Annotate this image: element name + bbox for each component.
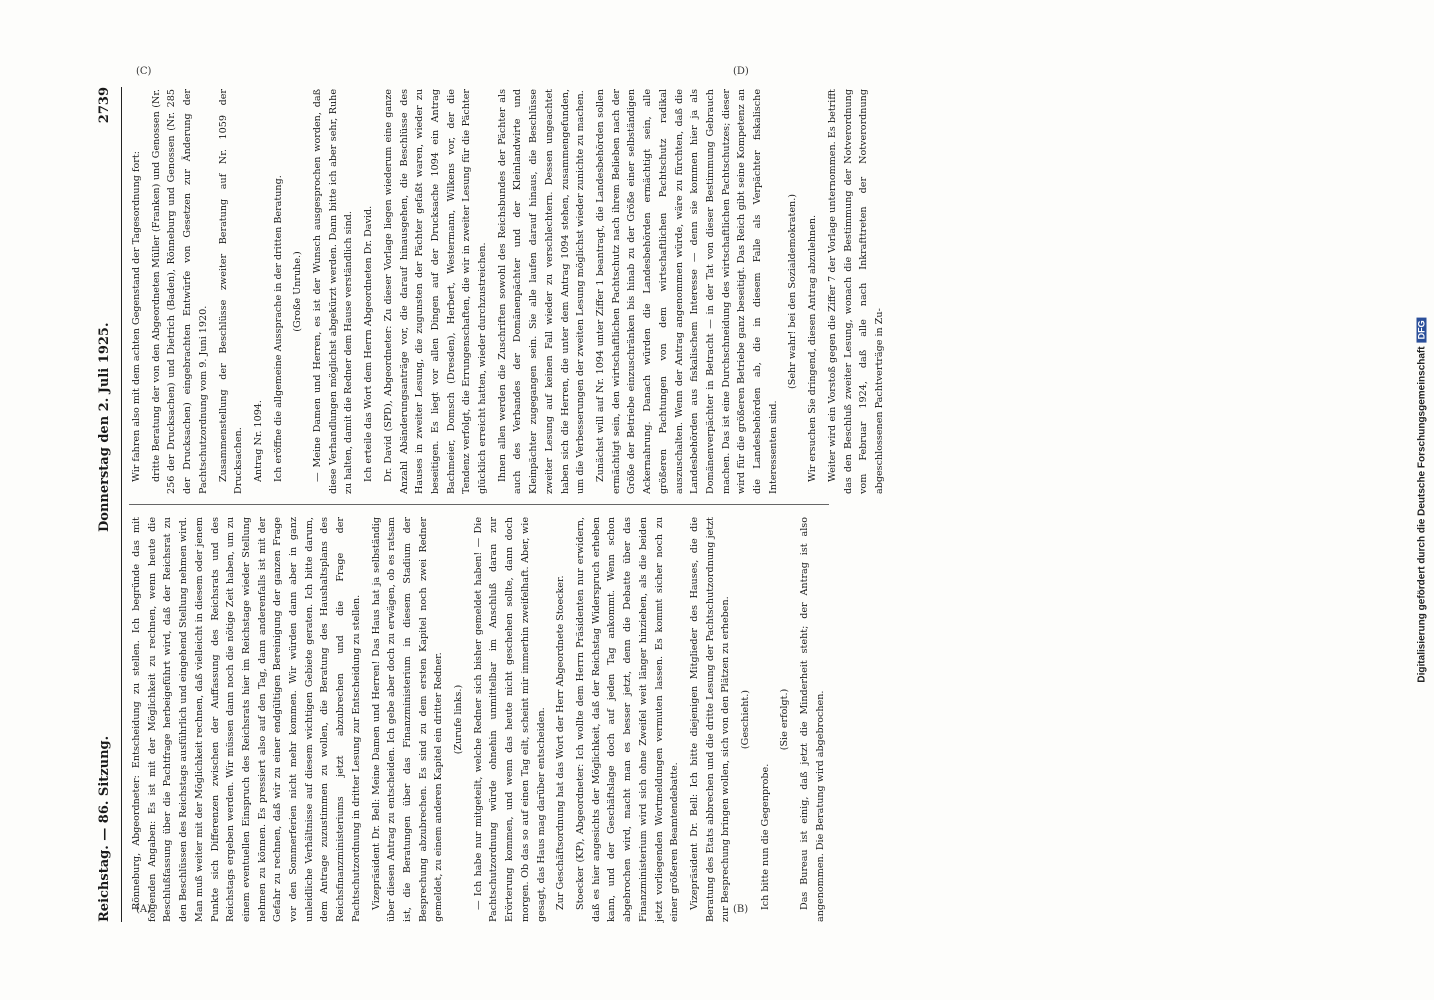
left-column-paragraph: Ich bitte nun die Gegenprobe.: [759, 763, 771, 910]
left-column-paragraph: — Ich habe nur mitgeteilt, welche Redner sich bisher gemeldet haben! — Die Pachtschutzordnung würde ohnehin unmittelbar im Anschluß daran zur Erörterung kommen, und wenn das heute nicht geschehen sollte, dann doch morgen. Ob das so auf einen Tag eilt, scheint mir immerhin zweifelhaft. Aber, wie gesagt, das Haus mag darüber entscheiden.: [472, 517, 547, 922]
side-credit-text: Digitalisierung gefördert durch die Deutsche Forschungsgemeinschaft: [1416, 346, 1428, 683]
page-header: [95, 87, 121, 922]
header-left: Reichstag. — 86. Sitzung.: [97, 735, 112, 922]
right-column-paragraph: (Große Unruhe.): [292, 251, 304, 332]
margin-marker-c: (C): [136, 66, 152, 77]
margin-marker-d: (D): [733, 66, 749, 77]
left-column-paragraph: Stoecker (KP), Abgeordneter: Ich wollte dem Herrn Präsidenten nur erwidern, daß es hier angesichts der Möglichkeit, daß der Reichstag Widerspruch erheben kann, und der Geschäftslage doch auf jeden Tag ankommt. Wenn schon abgebrochen wird, macht man es besser jetzt, denn die Debatte über das Finanzministerium wird sich ohne Zweifel weit länger hinziehen, als die beiden jetzt vorliegenden Wortmeldungen vermuten lassen. Es kommt sicher noch zu einer größeren Beamtendebatte.: [574, 517, 681, 922]
right-column-paragraph: (Sehr wahr! bei den Sozialdemokraten.): [787, 194, 799, 389]
right-column-paragraph: Zusammenstellung der Beschlüsse zweiter Beratung auf Nr. 1059 der Drucksachen.: [217, 89, 245, 494]
right-column-paragraph: Ihnen allen werden die Zuschriften sowohl des Reichsbundes der Pächter als auch des Verbandes der Domänenpächter und der Kleinlandwirte und Kleinpächter zugegangen sein. Sie alle laufen darauf hinaus, die Beschlüsse zweiter Lesung auf keinen Fall wieder zu verschlechtern. Dessen ungeachtet haben sich die Herren, die unter dem Antrag 1094 stehen, zusammengefunden, um die Verbesserungen der zweiten Lesung möglichst wieder zunichte zu machen.: [496, 89, 587, 494]
left-column-paragraph: (Zurufe links.): [453, 684, 465, 755]
left-column-paragraph: Vizepräsident Dr. Bell: Meine Damen und Herren! Das Haus hat ja selbständig über diesen Antrag zu entscheiden. Ich gebe aber doch zu erwägen, ob es ratsam ist, die Beratungen über das Finanzministerium in diesem Stadium der Besprechung abzubrechen. Es sind zu dem ersten Kapitel noch zwei Redner gemeldet, zu einem anderen Kapitel ein dritter Redner.: [370, 517, 445, 922]
margin-marker-b: (B): [733, 904, 749, 915]
right-column-paragraph: Dr. David (SPD), Abgeordneter: Zu dieser Vorlage liegen wiederum eine ganze Anzahl Abänderungsanträge vor, die darauf hinausgehen, die Beschlüsse des Hauses in zweiter Lesung, die zugunsten der Pächter gefaßt waren, wieder zu beseitigen. Es liegt vor allen Dingen auf der Drucksache 1094 ein Antrag Bachmeier, Domsch (Dresden), Herbert, Westermann, Wilkens vor, der die Tendenz verfolgt, die Errungenschaften, die wir in zweiter Lesung für die Pächter glücklich erreicht hatten, wieder durchzustreichen.: [382, 89, 489, 494]
header-center: Donnerstag den 2. Juli 1925.: [97, 322, 112, 532]
left-column-paragraph: Zur Geschäftsordnung hat das Wort der Herr Abgeordnete Stoecker.: [555, 575, 567, 910]
left-column-paragraph: Rönneburg, Abgeordneter: Entscheidung zu stellen. Ich begründe das mit folgenden Angaben: Es ist mit der Möglichkeit zu rechnen, wenn heute die Beschlußfassung über die Pachtfrage herbeigeführt wird, daß der Reichsrat zu den Beschlüssen des Reichstags ausführlich und eingehend Stellung nehmen wird. Man muß weiter mit der Möglichkeit rechnen, daß vielleicht in diesem oder jenem Punkte sich Differenzen zwischen der Auffassung des Reichsrats und des Reichstags ergeben werden. Wir müssen dann noch die nötige Zeit haben, um zu einem eventuellen Einspruch des Reichsrats hier im Reichstage wieder Stellung nehmen zu können. Es pressiert also auf den Tag, dann anderenfalls ist mit der Gefahr zu rechnen, daß wir zu einer endgültigen Bereinigung der ganzen Frage vor den Sommerferien nicht mehr kommen. Wir würden dann aber in ganz unleidliche Verhältnisse auf diesem wichtigen Gebiete geraten. Ich bitte darum, dem Antrage zuzustimmen zu wollen, die Beratung des Haushaltsplans des Reichsfinanzministeriums jetzt abzubrechen und die Frage der Pachtschutzordnung in dritter Lesung zur Entscheidung zu stellen.: [131, 517, 362, 922]
page-number: 2739: [97, 87, 112, 124]
left-column-paragraph: Vizepräsident Dr. Bell: Ich bitte diejenigen Mitglieder des Hauses, die die Beratung des Etats abbrechen und die dritte Lesung der Pachtschutzordnung jetzt zur Besprechung bringen wollen, sich von den Plätzen zu erheben.: [688, 517, 732, 922]
right-column-paragraph: Wir fahren also mit dem achten Gegenstand der Tagesordnung fort:: [131, 151, 142, 482]
right-column-paragraph: Weiter wird ein Vorstoß gegen die Ziffer 7 der Vorlage unternommen. Es betrifft das den Beschluß zweiter Lesung, wonach die Bestimmung der Notverordnung vom Februar 1924, daß alle nach Inkrafttreten der Notverordnung abgeschlossenen Pachtverträge in Zu-: [826, 89, 885, 494]
column-divider: [129, 504, 829, 505]
right-column: [129, 89, 885, 494]
right-column-paragraph: dritte Beratung der von den Abgeordneten Müller (Franken) und Genossen (Nr. 256 der Drucksachen) und Dietrich (Baden), Rönneburg und Genossen (Nr. 285 der Drucksachen) eingebrachten Entwürfe von Gesetzen zur Änderung der Pachtschutzordnung vom 9. Juni 1920.: [150, 89, 209, 494]
dfg-logo: DFG: [1417, 317, 1427, 342]
left-column-paragraph: Das Bureau ist einig, daß jetzt die Minderheit steht; der Antrag ist also angenommen. Die Beratung wird abgebrochen.: [799, 517, 826, 922]
right-column-paragraph: Ich erteile das Wort dem Herrn Abgeordneten Dr. David.: [363, 205, 375, 482]
right-column-paragraph: Antrag Nr. 1094.: [252, 400, 264, 482]
left-column-paragraph: (Geschieht.): [740, 689, 752, 750]
left-column: [129, 517, 829, 922]
header-rule: [121, 87, 122, 922]
side-credit: [1417, 317, 1428, 682]
right-column-paragraph: Ich eröffne die allgemeine Aussprache in der dritten Beratung.: [272, 175, 284, 482]
right-column-paragraph: Zunächst will auf Nr. 1094 unter Ziffer 1 beantragt, die Landesbehörden sollen ermächtigt sein, den wirtschaftlichen Pachtschutz nach ihrem Belieben nach der Größe der Betriebe einzuschränken bis hinab zu der Größe einer selbständigen Ackernahrung. Danach würden die Landesbehörden ermächtigt sein, alle größeren Pachtungen von dem wirtschaftlichen Pachtschutz radikal auszuschalten. Wenn der Antrag angenommen würde, wäre zu fürchten, daß die Landesbehörden aus fiskalischem Interesse — denn sie kommen hier ja als Domänenverpächter in Betracht — in der Tat von dieser Bestimmung Gebrauch machen. Das ist eine Durchschneidung des wirtschaftlichen Pachtschutzes; dieser wird für die größeren Betriebe ganz beseitigt. Das Reich gibt seine Kompetenz an die Landesbehörden ab, die in diesem Falle als Verpächter fiskalische Interessenten sind.: [594, 89, 779, 494]
left-column-paragraph: (Sie erfolgt.): [779, 688, 791, 751]
rotated-text-block: [95, 87, 885, 922]
margin-marker-a: (A): [136, 904, 152, 915]
right-column-paragraph: Wir ersuchen Sie dringend, diesen Antrag abzulehnen.: [807, 214, 819, 482]
right-column-paragraph: — Meine Damen und Herren, es ist der Wunsch ausgesprochen worden, daß diese Verhandlungen möglichst abgekürzt werden. Dann bitte ich aber sehr, Ruhe zu halten, damit die Redner dem Hause verständlich sind.: [312, 89, 355, 494]
